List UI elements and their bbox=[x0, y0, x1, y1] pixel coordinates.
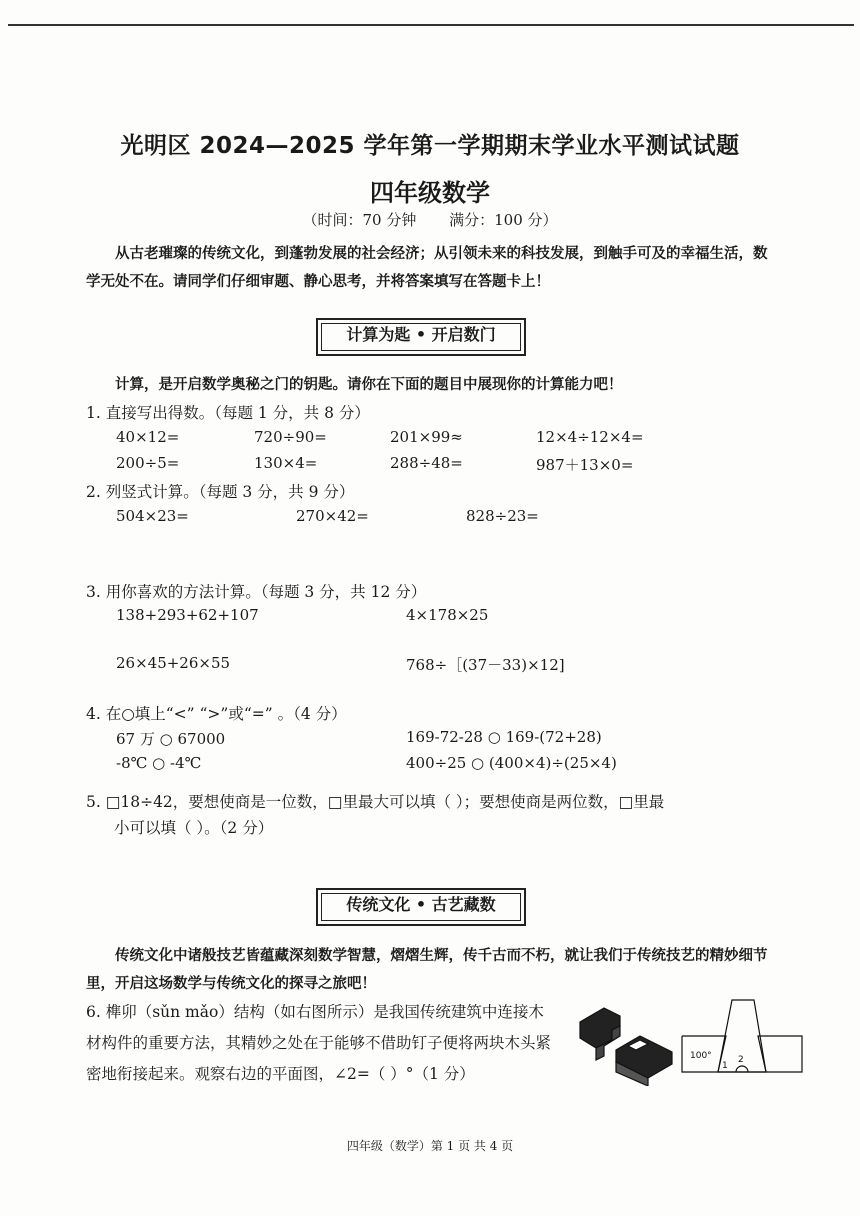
exam-score: 满分：100 分） bbox=[449, 211, 558, 229]
section1-title: 计算为匙 • 开启数门 bbox=[346, 325, 496, 344]
q1-item: 12×4÷12×4= bbox=[536, 428, 644, 446]
section2-intro: 传统文化中诸般技艺皆蕴藏深刻数学智慧，熠熠生辉，传千古而不朽，就让我们于传统技艺的精妙细节里，开启这场数学与传统文化的探寻之旅吧！ bbox=[86, 947, 768, 992]
q3-stem: 3. 用你喜欢的方法计算。（每题 3 分，共 12 分） bbox=[86, 583, 427, 601]
q5-line2: 小可以填（ ）。（2 分） bbox=[114, 819, 274, 837]
q1-item: 987＋13×0= bbox=[536, 456, 634, 474]
q2-stem: 2. 列竖式计算。（每题 3 分，共 9 分） bbox=[86, 483, 355, 501]
exam-time: （时间：70 分钟 bbox=[302, 211, 417, 229]
q2-item: 504×23= bbox=[116, 507, 189, 525]
q2-item: 828÷23= bbox=[466, 507, 539, 525]
q2-item: 270×42= bbox=[296, 507, 369, 525]
exam-info bbox=[0, 209, 860, 230]
q1-item: 40×12= bbox=[116, 428, 180, 446]
plan-view-diagram bbox=[680, 996, 804, 1078]
q3-item: 4×178×25 bbox=[406, 606, 489, 624]
q3-item: 768÷［(37－33)×12] bbox=[406, 656, 565, 674]
page-footer: 四年级（数学）第 1 页 共 4 页 bbox=[346, 1139, 514, 1153]
section1-banner bbox=[316, 318, 526, 356]
q1-item: 720÷90= bbox=[254, 428, 327, 446]
q1-item: 288÷48= bbox=[390, 454, 463, 472]
q1-item: 130×4= bbox=[254, 454, 318, 472]
mortise-tenon-illustration bbox=[576, 1002, 676, 1086]
q5-line1: 5. □18÷42，要想使商是一位数，□里最大可以填（ ）；要想使商是两位数，□里最 bbox=[86, 793, 665, 811]
section2-banner bbox=[316, 888, 526, 926]
angle-100-label: 100° bbox=[690, 1051, 712, 1061]
angle-1-label: 1 bbox=[722, 1061, 728, 1071]
q4-stem: 4. 在○填上“<” “>”或“=” 。（4 分） bbox=[86, 705, 347, 723]
angle-2-label: 2 bbox=[738, 1055, 744, 1065]
q1-item: 200÷5= bbox=[116, 454, 180, 472]
q6-text: 6. 榫卯（sǔn mǎo）结构（如右图所示）是我国传统建筑中连接木材构件的重要方法，其精妙之处在于能够不借助钉子便将两块木头紧密地衔接起来。观察右边的平面图，∠2=（ ）°（1 分） bbox=[86, 1003, 552, 1083]
q3-item: 26×45+26×55 bbox=[116, 654, 231, 672]
exam-subtitle: 四年级数学 bbox=[370, 179, 490, 207]
q4-item: 67 万 ○ 67000 bbox=[116, 730, 226, 748]
exam-intro: 从古老璀璨的传统文化，到蓬勃发展的社会经济；从引领未来的科技发展，到触手可及的幸福生活，数学无处不在。请同学们仔细审题、静心思考，并将答案填写在答题卡上！ bbox=[86, 245, 768, 290]
q4-item: -8℃ ○ -4℃ bbox=[116, 754, 202, 772]
exam-title: 光明区 2024—2025 学年第一学期期末学业水平测试试题 bbox=[120, 133, 740, 159]
q1-stem: 1. 直接写出得数。（每题 1 分，共 8 分） bbox=[86, 404, 370, 422]
q4-item: 400÷25 ○ (400×4)÷(25×4) bbox=[406, 754, 617, 772]
q4-item: 169-72-28 ○ 169-(72+28) bbox=[406, 728, 602, 746]
section1-intro: 计算，是开启数学奥秘之门的钥匙。请你在下面的题目中展现你的计算能力吧！ bbox=[115, 376, 623, 393]
q3-item: 138+293+62+107 bbox=[116, 606, 259, 624]
top-border-line bbox=[8, 24, 854, 26]
q1-item: 201×99≈ bbox=[390, 428, 463, 446]
section2-title: 传统文化 • 古艺藏数 bbox=[346, 895, 496, 914]
